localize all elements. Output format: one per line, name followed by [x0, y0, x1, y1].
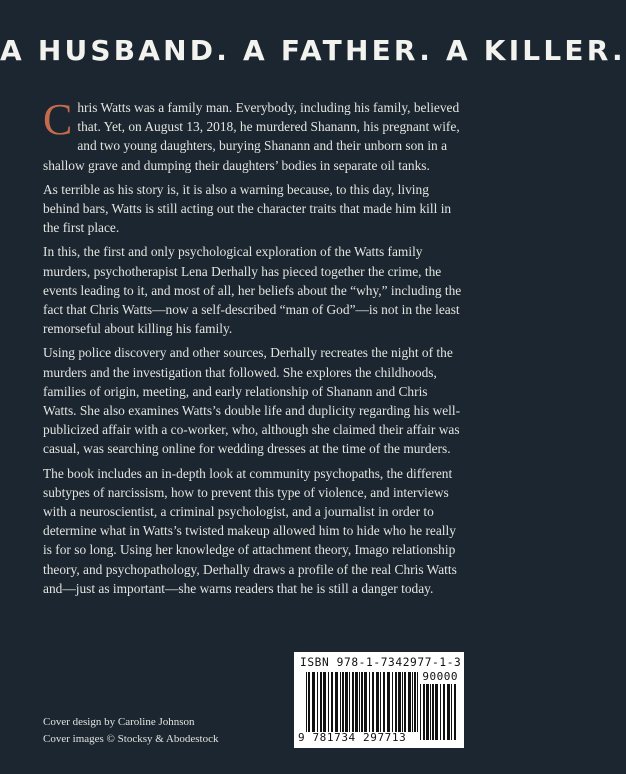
blurb-text: [43, 95, 463, 603]
barcode-digits: 9 781734 297713: [298, 731, 407, 744]
barcode-addon-bars: [420, 684, 458, 740]
cover-credits: [43, 714, 218, 748]
barcode-main-bars: [306, 672, 418, 732]
paragraph-1: [43, 95, 463, 175]
isbn-label: ISBN 978-1-7342977-1-3: [300, 656, 462, 669]
paragraph-5: The book includes an in-depth look at community psychopaths, the different subtypes of narcissism, how to prevent this type of violence, and interviews with a neuroscientist, a criminal psychologist, and a journalist in order to determine what in Watts’s twisted makeup allowed him to hide who he really is for so long. Using her knowledge of attachment theory, Imago relationship theory, and psychopathology, Derhally draws a profile of the real Chris Watts and—just as important—she warns readers that he is still a danger today.: [43, 465, 457, 596]
credit-images: Cover images © Stocksy & Abodestock: [43, 733, 219, 745]
isbn-barcode: [294, 652, 464, 748]
paragraph-2: As terrible as his story is, it is also a warning because, to this day, living behind bars, Watts is still acting out the character traits that made him kill in the first place.: [43, 181, 452, 236]
drop-cap: C: [43, 95, 73, 144]
price-code: 90000: [422, 670, 458, 683]
paragraph-3: In this, the first and only psychological exploration of the Watts family murders, psychotherapist Lena Derhally has pieced together the crime, the events leading to it, and most of all, her beliefs about the “why,” including the fact that Chris Watts—now a self-described “man of God”—is not in the least remorseful about killing his family.: [43, 244, 462, 337]
paragraph-1-text: hris Watts was a family man. Everybody, including his family, believed that. Yet, on August 13, 2018, he murdered Shanann, his pregnant wife, and two young daughters, burying Shanann and their unborn son in a shallow grave and dumping their daughters’ bodies in separate oil tanks.: [43, 100, 460, 173]
paragraph-4: Using police discovery and other sources, Derhally recreates the night of the murders and the investigation that followed. She explores the childhoods, families of origin, meeting, and early relationship of Shanann and Chris Watts. She also examines Watts’s double life and duplicity regarding his well-publicized affair with a co-worker, who, although she claimed their affair was casual, was searching online for wedding dresses at the time of the murders.: [43, 345, 461, 457]
credit-design: Cover design by Caroline Johnson: [43, 716, 195, 728]
headline: A HUSBAND. A FATHER. A KILLER.: [0, 34, 626, 67]
